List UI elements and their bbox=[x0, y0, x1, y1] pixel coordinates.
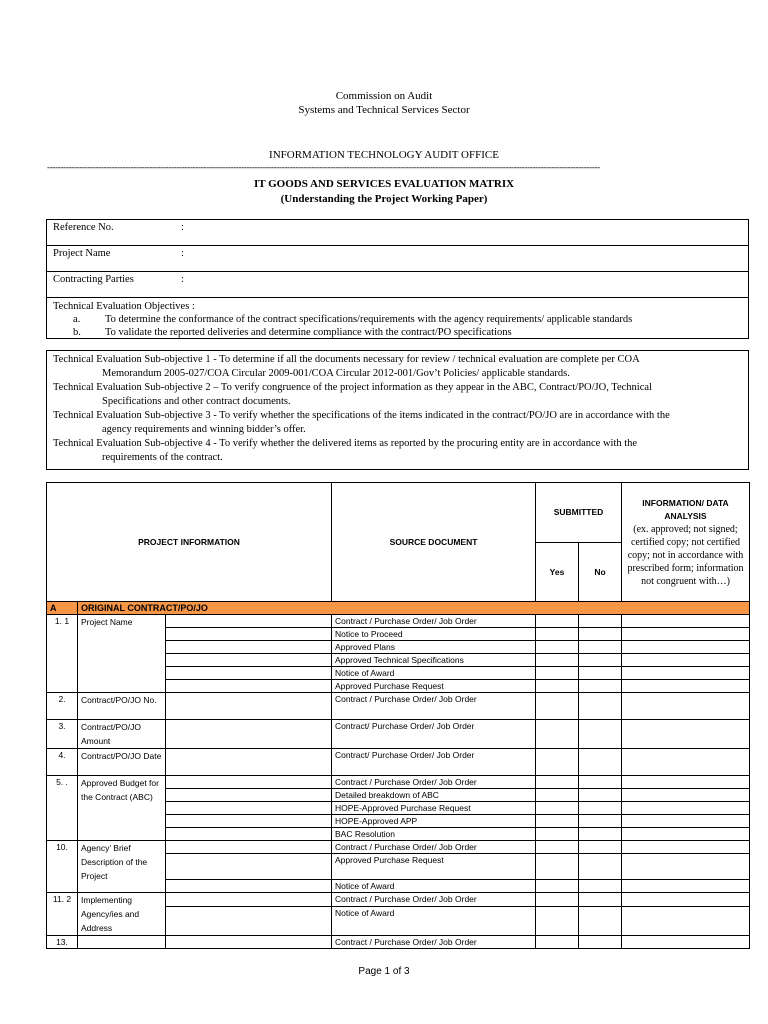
project-info-value-cell[interactable] bbox=[166, 720, 332, 749]
subobjective-cont: agency requirements and winning bidder’s offer. bbox=[102, 424, 306, 435]
row-number: 4. bbox=[47, 749, 78, 776]
objective-text: To determine the conformance of the contract specifications/requirements with the agency requirements/ applicable standards bbox=[105, 314, 633, 325]
analysis-cell[interactable] bbox=[622, 907, 750, 936]
subobjective-lead: Technical Evaluation Sub-objective 1 - To determine if all the documents necessary for review / technical evaluation are complete per COA bbox=[53, 354, 640, 365]
source-document: Notice to Proceed bbox=[332, 628, 536, 641]
objective-item bbox=[53, 313, 742, 326]
objectives-section bbox=[47, 298, 748, 341]
submitted-no-cell[interactable] bbox=[579, 828, 622, 841]
project-info-item: Approved Budget for the Contract (ABC) bbox=[78, 776, 166, 841]
table-row bbox=[47, 749, 750, 776]
source-document: HOPE-Approved APP bbox=[332, 815, 536, 828]
table-row bbox=[47, 693, 750, 720]
col-info-title: INFORMATION/ DATA ANALYSIS bbox=[642, 497, 729, 521]
row-number: 3. bbox=[47, 720, 78, 749]
source-document: Notice of Award bbox=[332, 667, 536, 680]
analysis-cell[interactable] bbox=[622, 720, 750, 749]
project-info-value-cell[interactable] bbox=[166, 628, 332, 641]
submitted-yes-cell[interactable] bbox=[536, 815, 579, 828]
source-document: Approved Purchase Request bbox=[332, 680, 536, 693]
table-row bbox=[47, 841, 750, 854]
project-info-item bbox=[78, 936, 166, 949]
project-name-row bbox=[47, 246, 748, 272]
source-document: Contract / Purchase Order/ Job Order bbox=[332, 776, 536, 789]
submitted-yes-cell[interactable] bbox=[536, 749, 579, 776]
submitted-no-cell[interactable] bbox=[579, 680, 622, 693]
submitted-no-cell[interactable] bbox=[579, 693, 622, 720]
submitted-yes-cell[interactable] bbox=[536, 907, 579, 936]
section-title: ORIGINAL CONTRACT/PO/JO bbox=[78, 602, 750, 615]
source-document: Notice of Award bbox=[332, 907, 536, 936]
evaluation-matrix-table bbox=[46, 482, 750, 949]
subobjective-lead: Technical Evaluation Sub-objective 3 - To verify whether the specifications of the items indicated in the contract/PO/JO are in accordance with the bbox=[53, 410, 670, 421]
analysis-cell[interactable] bbox=[622, 680, 750, 693]
submitted-yes-cell[interactable] bbox=[536, 680, 579, 693]
row-number: 10. bbox=[47, 841, 78, 893]
analysis-cell[interactable] bbox=[622, 854, 750, 880]
source-document: Contract / Purchase Order/ Job Order bbox=[332, 615, 536, 628]
source-document: Detailed breakdown of ABC bbox=[332, 789, 536, 802]
submitted-no-cell[interactable] bbox=[579, 667, 622, 680]
analysis-cell[interactable] bbox=[622, 815, 750, 828]
project-info-value-cell[interactable] bbox=[166, 841, 332, 854]
submitted-yes-cell[interactable] bbox=[536, 828, 579, 841]
row-number: 11. 2 bbox=[47, 893, 78, 936]
contracting-parties-label: Contracting Parties bbox=[53, 274, 134, 285]
project-info-value-cell[interactable] bbox=[166, 880, 332, 893]
submitted-yes-cell[interactable] bbox=[536, 880, 579, 893]
submitted-no-cell[interactable] bbox=[579, 749, 622, 776]
submitted-yes-cell[interactable] bbox=[536, 641, 579, 654]
analysis-cell[interactable] bbox=[622, 693, 750, 720]
source-document: Contract / Purchase Order/ Job Order bbox=[332, 693, 536, 720]
contracting-parties-row bbox=[47, 272, 748, 298]
analysis-cell[interactable] bbox=[622, 641, 750, 654]
document-title: IT GOODS AND SERVICES EVALUATION MATRIX bbox=[253, 178, 515, 190]
office-name: INFORMATION TECHNOLOGY AUDIT OFFICE bbox=[269, 149, 499, 161]
objective-marker: a. bbox=[73, 314, 81, 325]
org-name: Commission on Audit bbox=[335, 90, 433, 102]
project-info-item: Project Name bbox=[78, 615, 166, 693]
project-info-value-cell[interactable] bbox=[166, 936, 332, 949]
project-info-value-cell[interactable] bbox=[166, 776, 332, 789]
submitted-no-cell[interactable] bbox=[579, 789, 622, 802]
col-submitted-header: SUBMITTED bbox=[536, 483, 622, 543]
project-info-value-cell[interactable] bbox=[166, 828, 332, 841]
analysis-cell[interactable] bbox=[622, 615, 750, 628]
objectives-label: Technical Evaluation Objectives : bbox=[53, 301, 195, 312]
table-row bbox=[47, 776, 750, 789]
analysis-cell[interactable] bbox=[622, 667, 750, 680]
subobjective-lead: Technical Evaluation Sub-objective 2 – To verify congruence of the project information as they appear in the ABC, Contract/PO/JO, Technical bbox=[53, 382, 652, 393]
submitted-no-cell[interactable] bbox=[579, 641, 622, 654]
subobjective-lead: Technical Evaluation Sub-objective 4 - To verify whether the delivered items as reported by the procuring entity are in accordance with the bbox=[53, 438, 638, 449]
col-yes-header: Yes bbox=[536, 542, 579, 602]
project-info-item: Implementing Agency/ies and Address bbox=[78, 893, 166, 936]
project-info-value-cell[interactable] bbox=[166, 893, 332, 907]
subobjective-item bbox=[53, 381, 742, 409]
objective-marker: b. bbox=[73, 327, 81, 338]
submitted-yes-cell[interactable] bbox=[536, 854, 579, 880]
document-subtitle: (Understanding the Project Working Paper) bbox=[280, 193, 488, 205]
analysis-cell[interactable] bbox=[622, 828, 750, 841]
source-document: Contract/ Purchase Order/ Job Order bbox=[332, 749, 536, 776]
project-info-value-cell[interactable] bbox=[166, 667, 332, 680]
submitted-no-cell[interactable] bbox=[579, 654, 622, 667]
source-document: HOPE-Approved Purchase Request bbox=[332, 802, 536, 815]
col-no-header: No bbox=[579, 542, 622, 602]
analysis-cell[interactable] bbox=[622, 789, 750, 802]
submitted-yes-cell[interactable] bbox=[536, 654, 579, 667]
subobjective-cont: requirements of the contract. bbox=[102, 452, 223, 463]
project-info-item: Contract/PO/JO Date bbox=[78, 749, 166, 776]
objective-item bbox=[53, 326, 742, 339]
subobjective-cont: Specifications and other contract documents. bbox=[102, 396, 291, 407]
project-name-colon: : bbox=[181, 248, 184, 259]
subobjective-item bbox=[53, 353, 742, 381]
project-name-label: Project Name bbox=[53, 248, 111, 259]
contracting-parties-colon: : bbox=[181, 274, 184, 285]
submitted-no-cell[interactable] bbox=[579, 628, 622, 641]
reference-no-label: Reference No. bbox=[53, 222, 114, 233]
submitted-yes-cell[interactable] bbox=[536, 841, 579, 854]
submitted-no-cell[interactable] bbox=[579, 841, 622, 854]
analysis-cell[interactable] bbox=[622, 936, 750, 949]
col-source-header: SOURCE DOCUMENT bbox=[332, 483, 536, 602]
submitted-yes-cell[interactable] bbox=[536, 628, 579, 641]
project-info-value-cell[interactable] bbox=[166, 654, 332, 667]
analysis-cell[interactable] bbox=[622, 802, 750, 815]
reference-no-row bbox=[47, 220, 748, 246]
source-document: Contract/ Purchase Order/ Job Order bbox=[332, 720, 536, 749]
project-info-item: Contract/PO/JO Amount bbox=[78, 720, 166, 749]
project-info-value-cell[interactable] bbox=[166, 802, 332, 815]
project-info-value-cell[interactable] bbox=[166, 789, 332, 802]
submitted-no-cell[interactable] bbox=[579, 854, 622, 880]
source-document: Approved Purchase Request bbox=[332, 854, 536, 880]
submitted-yes-cell[interactable] bbox=[536, 720, 579, 749]
divider-line: ------------------------------------------------------------------------------------------------------------------------------------------------------------------------------------------------------------- bbox=[47, 162, 600, 172]
subobjective-item bbox=[53, 409, 742, 437]
submitted-yes-cell[interactable] bbox=[536, 615, 579, 628]
document-title-block bbox=[0, 177, 768, 207]
document-header bbox=[0, 89, 768, 117]
submitted-no-cell[interactable] bbox=[579, 802, 622, 815]
source-document: Contract / Purchase Order/ Job Order bbox=[332, 936, 536, 949]
submitted-yes-cell[interactable] bbox=[536, 936, 579, 949]
submitted-no-cell[interactable] bbox=[579, 907, 622, 936]
submitted-no-cell[interactable] bbox=[579, 720, 622, 749]
source-document: Contract / Purchase Order/ Job Order bbox=[332, 893, 536, 907]
analysis-cell[interactable] bbox=[622, 749, 750, 776]
col-info-header bbox=[622, 483, 750, 602]
project-info-value-cell[interactable] bbox=[166, 693, 332, 720]
table-row bbox=[47, 936, 750, 949]
source-document: Approved Plans bbox=[332, 641, 536, 654]
section-row bbox=[47, 602, 750, 615]
submitted-no-cell[interactable] bbox=[579, 615, 622, 628]
submitted-yes-cell[interactable] bbox=[536, 667, 579, 680]
subobjective-item bbox=[53, 437, 742, 465]
source-document: Contract / Purchase Order/ Job Order bbox=[332, 841, 536, 854]
table-row bbox=[47, 893, 750, 907]
project-info-value-cell[interactable] bbox=[166, 854, 332, 880]
col-project-info-header: PROJECT INFORMATION bbox=[47, 483, 332, 602]
analysis-cell[interactable] bbox=[622, 841, 750, 854]
project-info-item: Agency’ Brief Description of the Project bbox=[78, 841, 166, 893]
analysis-cell[interactable] bbox=[622, 654, 750, 667]
row-number: 1. 1 bbox=[47, 615, 78, 693]
submitted-no-cell[interactable] bbox=[579, 776, 622, 789]
matrix-header-row bbox=[47, 483, 750, 543]
analysis-cell[interactable] bbox=[622, 880, 750, 893]
project-info-value-cell[interactable] bbox=[166, 615, 332, 628]
project-info-value-cell[interactable] bbox=[166, 680, 332, 693]
analysis-cell[interactable] bbox=[622, 893, 750, 907]
submitted-no-cell[interactable] bbox=[579, 893, 622, 907]
project-info-item: Contract/PO/JO No. bbox=[78, 693, 166, 720]
source-document: Notice of Award bbox=[332, 880, 536, 893]
submitted-yes-cell[interactable] bbox=[536, 693, 579, 720]
subobjectives-box bbox=[46, 350, 749, 470]
page-footer: Page 1 of 3 bbox=[358, 966, 410, 977]
analysis-cell[interactable] bbox=[622, 628, 750, 641]
submitted-yes-cell[interactable] bbox=[536, 802, 579, 815]
row-number: 5. . bbox=[47, 776, 78, 841]
project-info-value-cell[interactable] bbox=[166, 907, 332, 936]
row-number: 2. bbox=[47, 693, 78, 720]
table-row bbox=[47, 720, 750, 749]
project-info-value-cell[interactable] bbox=[166, 815, 332, 828]
submitted-yes-cell[interactable] bbox=[536, 776, 579, 789]
submitted-yes-cell[interactable] bbox=[536, 789, 579, 802]
submitted-no-cell[interactable] bbox=[579, 936, 622, 949]
sector-name: Systems and Technical Services Sector bbox=[298, 104, 470, 116]
submitted-yes-cell[interactable] bbox=[536, 893, 579, 907]
row-number: 13. bbox=[47, 936, 78, 949]
objective-text: To validate the reported deliveries and determine compliance with the contract/PO specifications bbox=[105, 327, 512, 338]
submitted-no-cell[interactable] bbox=[579, 880, 622, 893]
section-letter: A bbox=[47, 602, 78, 615]
reference-no-colon: : bbox=[181, 222, 184, 233]
reference-box bbox=[46, 219, 749, 339]
project-info-value-cell[interactable] bbox=[166, 749, 332, 776]
source-document: BAC Resolution bbox=[332, 828, 536, 841]
subobjective-cont: Memorandum 2005-027/COA Circular 2009-001/COA Circular 2012-001/Gov’t Policies/ applicable standards. bbox=[102, 368, 570, 379]
analysis-cell[interactable] bbox=[622, 776, 750, 789]
source-document: Approved Technical Specifications bbox=[332, 654, 536, 667]
table-row bbox=[47, 615, 750, 628]
col-info-note: (ex. approved; not signed; certified copy; not certified copy; not in accordance with prescribed form; information not congruent with…) bbox=[627, 523, 744, 587]
project-info-value-cell[interactable] bbox=[166, 641, 332, 654]
submitted-no-cell[interactable] bbox=[579, 815, 622, 828]
